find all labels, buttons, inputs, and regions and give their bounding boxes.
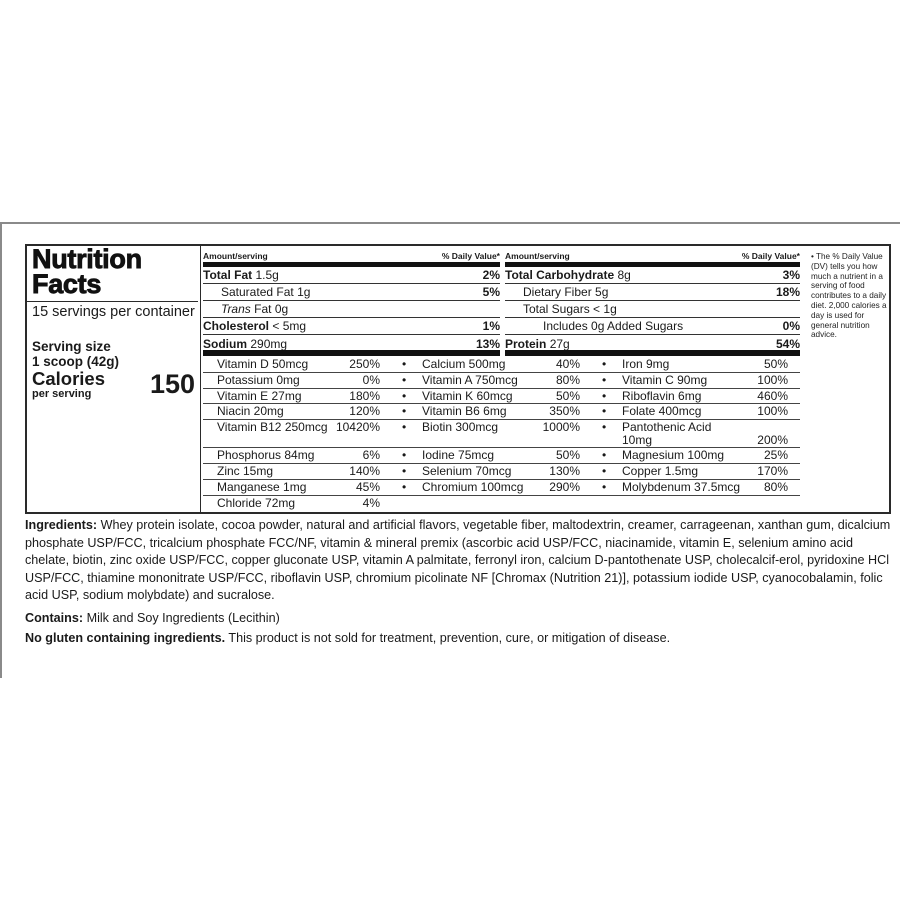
bullet-icon: •: [402, 404, 407, 419]
thick-rule-bottom-right: [505, 350, 800, 356]
micronutrient-row: [398, 480, 598, 496]
serving-size-label: Serving size: [32, 339, 111, 354]
bullet-icon: •: [602, 479, 607, 494]
micronutrient-dv: 50%: [555, 388, 580, 403]
micronutrient-name: Vitamin E 27mg: [217, 388, 302, 403]
micronutrient-name: Chromium 100mcg: [422, 479, 524, 494]
column-divider: [200, 246, 201, 512]
nutrient-dv: 54%: [775, 336, 800, 351]
ingredients-label: Ingredients:: [25, 518, 98, 532]
nutrient-dv: 0%: [782, 319, 800, 333]
macro-header: [203, 248, 500, 261]
nutrient-amount: Fat 0g: [254, 302, 289, 316]
title-divider: [25, 301, 198, 302]
daily-value-header: % Daily Value*: [441, 251, 500, 261]
micronutrient-dv: 130%: [549, 463, 580, 478]
micronutrient-name: Manganese 1mg: [217, 479, 307, 494]
nutrient-name: Total Fat: [203, 268, 253, 282]
serving-size-value: 1 scoop (42g): [32, 354, 120, 369]
micronutrient-dv: 25%: [763, 448, 788, 463]
micronutrient-row: [203, 373, 398, 389]
micronutrient-row: [398, 448, 598, 464]
micronutrient-row: [598, 464, 800, 480]
micronutrient-name: Vitamin B12 250mcg: [217, 420, 328, 435]
bullet-icon: •: [602, 463, 607, 478]
micronutrient-dv: 460%: [757, 388, 788, 403]
micronutrient-row: [398, 420, 598, 448]
gluten-label: No gluten containing ingredients.: [25, 631, 226, 645]
bullet-icon: •: [402, 372, 407, 387]
panel-right-border: [889, 244, 891, 514]
daily-value-footnote: • The % Daily Value (DV) tells you how much a nutrient in a serving of food contributes to a daily diet. 2,000 calories a day is used for general nutrition advice.: [811, 252, 887, 340]
bullet-icon: •: [602, 388, 607, 403]
nutrition-facts-title: [32, 244, 142, 299]
micronutrient-row: [398, 357, 598, 373]
contains-text: Milk and Soy Ingredients (Lecithin): [86, 611, 280, 625]
micronutrient-row: [203, 448, 398, 464]
outer-frame-top-border: [0, 222, 900, 224]
nutrient-name: Saturated Fat: [221, 285, 294, 299]
servings-per-container: 15 servings per container: [32, 304, 195, 320]
micronutrient-name: Vitamin B6 6mg: [422, 404, 507, 419]
micronutrient-name: Molybdenum 37.5mcg: [622, 479, 741, 494]
nutrient-amount: 5g: [595, 285, 609, 299]
micronutrient-row: [203, 389, 398, 405]
micronutrient-name: Selenium 70mcg: [422, 463, 512, 478]
nutrient-row-saturated-fat: [203, 284, 500, 301]
micronutrient-name: Vitamin D 50mcg: [217, 357, 309, 371]
micronutrient-dv: 120%: [349, 404, 380, 419]
nutrient-name: Dietary Fiber: [523, 285, 592, 299]
micronutrient-dv: 200%: [757, 433, 788, 448]
micronutrient-dv: 6%: [362, 448, 380, 463]
ingredients-text: Whey protein isolate, cocoa powder, natural and artificial flavors, vegetable fiber, maltodextrin, creamer, carrageenan, xanthan gum, dicalcium phosphate USP/FCC, tricalcium phosphate FCC/NF, vitamin & mineral premix (ascorbic acid USP/FCC, niacinamide, vitamin E, selenium amino acid chelate, biotin, zinc oxide USP/FCC, copper gluconate USP, vitamin A palmitate, ferronyl iron, calcium D-pantothenate USP, cholecalcif-erol, pyridoxine HCl USP/FCC, thiamine mononitrate USP/FCC, riboflavin USP, chromium picolinate NF [Chromax (Nutrition 21)], potassium iodide USP, cyanocobalamin, folic acid USP, sodium molybdate) and sucralose.: [25, 518, 891, 602]
micronutrient-row: [598, 448, 800, 464]
micronutrient-dv: 1000%: [542, 420, 580, 435]
micronutrient-name: Potassium 0mg: [217, 372, 300, 387]
micronutrient-dv: 50%: [763, 357, 788, 371]
micronutrient-name: Riboflavin 6mg: [622, 388, 702, 403]
micronutrient-name: Folate 400mcg: [622, 404, 702, 419]
nutrient-name: Cholesterol: [203, 319, 270, 333]
nutrient-amount: 27g: [549, 336, 570, 351]
micronutrient-dv: 290%: [549, 479, 580, 494]
nutrient-amount: 290mg: [250, 336, 288, 351]
micronutrient-name: Niacin 20mg: [217, 404, 284, 419]
nutrient-row-added-sugars: [505, 318, 800, 335]
nutrient-amount: 1g: [297, 285, 311, 299]
micronutrient-row: [203, 420, 398, 448]
micronutrient-row: [598, 480, 800, 496]
daily-value-header: % Daily Value*: [741, 251, 800, 261]
micronutrient-name: Vitamin C 90mg: [622, 372, 708, 387]
micronutrient-dv: 40%: [555, 357, 580, 371]
micronutrient-row: [203, 404, 398, 420]
serving-size: [32, 339, 119, 369]
nutrient-row-total-fat: [203, 267, 500, 284]
bullet-icon: •: [402, 448, 407, 463]
calories-label: Calories: [32, 368, 106, 389]
micronutrient-row: [398, 464, 598, 480]
outer-frame-left-border: [0, 222, 2, 678]
ingredients-section: [25, 517, 897, 605]
bullet-icon: •: [602, 372, 607, 387]
bullet-icon: •: [602, 404, 607, 419]
micronutrient-column-1: [203, 357, 398, 511]
nutrient-name: Protein: [505, 336, 547, 351]
nutrient-dv: 3%: [782, 268, 800, 282]
bullet-icon: •: [602, 420, 607, 435]
nutrient-dv: 5%: [482, 285, 500, 299]
micronutrient-name-continued: 10mg: [622, 433, 653, 448]
nutrient-name: Trans: [221, 302, 251, 316]
micronutrient-row: [598, 404, 800, 420]
nutrient-amount: < 5mg: [272, 319, 307, 333]
micronutrient-name: Copper 1.5mg: [622, 463, 699, 478]
micronutrient-dv: 10420%: [335, 420, 380, 435]
nutrient-dv: 13%: [475, 336, 500, 351]
nutrition-facts-header: [25, 244, 200, 514]
micronutrient-name: Calcium 500mg: [422, 357, 506, 371]
micronutrient-name: Magnesium 100mg: [622, 448, 725, 463]
micronutrient-name: Pantothenic Acid: [622, 420, 712, 435]
contains-label: Contains:: [25, 611, 84, 625]
calories-per-serving-label: per serving: [32, 388, 92, 400]
macro-table-right: [505, 248, 800, 352]
micronutrient-dv: 350%: [549, 404, 580, 419]
amount-serving-header: Amount/serving: [505, 251, 570, 261]
micronutrient-dv: 170%: [757, 463, 788, 478]
thick-rule-bottom-left: [203, 350, 500, 356]
disclaimer-text: This product is not sold for treatment, prevention, cure, or mitigation of disease.: [228, 631, 671, 645]
micronutrient-row: [203, 480, 398, 496]
micronutrient-dv: 80%: [555, 372, 580, 387]
micronutrient-row: [598, 373, 800, 389]
micronutrient-name: Chloride 72mg: [217, 495, 296, 510]
micronutrient-dv: 0%: [362, 372, 380, 387]
micronutrient-row: [398, 389, 598, 405]
allergen-statement: [25, 611, 280, 625]
nutrient-amount: 8g: [617, 268, 631, 282]
micronutrient-name: Zinc 15mg: [217, 463, 274, 478]
micronutrient-row: [203, 496, 398, 512]
micronutrient-name: Biotin 300mcg: [422, 420, 499, 435]
macro-table-left: [203, 248, 500, 352]
micronutrient-dv: 250%: [349, 357, 380, 371]
title-line-2: Facts: [32, 269, 102, 299]
bullet-icon: •: [602, 448, 607, 463]
bullet-icon: •: [602, 357, 607, 371]
micronutrient-name: Iodine 75mcg: [422, 448, 495, 463]
micronutrient-dv: 140%: [349, 463, 380, 478]
nutrient-dv: 1%: [482, 319, 500, 333]
micronutrient-row: [398, 404, 598, 420]
bullet-icon: •: [402, 388, 407, 403]
macro-header: [505, 248, 800, 261]
micronutrient-name: Phosphorus 84mg: [217, 448, 315, 463]
nutrient-name: Total Carbohydrate: [505, 268, 615, 282]
micronutrient-dv: 50%: [555, 448, 580, 463]
calories-value: 150: [149, 369, 195, 399]
micronutrient-column-2: [398, 357, 598, 496]
micronutrient-dv: 4%: [362, 495, 380, 510]
nutrient-dv: 2%: [482, 268, 500, 282]
micronutrient-name: Iron 9mg: [622, 357, 670, 371]
micronutrient-row: [598, 420, 800, 448]
nutrient-row-dietary-fiber: [505, 284, 800, 301]
micronutrient-dv: 100%: [757, 404, 788, 419]
title-line-1: Nutrition: [32, 244, 142, 274]
micronutrient-row: [203, 357, 398, 373]
nutrient-dv: 18%: [775, 285, 800, 299]
micronutrient-column-3: [598, 357, 800, 496]
micronutrient-row: [398, 373, 598, 389]
nutrient-name: Total Sugars: [523, 302, 590, 316]
nutrient-amount: < 1g: [593, 302, 617, 316]
gluten-disclaimer: [25, 631, 670, 645]
micronutrient-dv: 100%: [757, 372, 788, 387]
nutrient-name: Sodium: [203, 336, 247, 351]
bullet-icon: •: [402, 479, 407, 494]
bullet-icon: •: [402, 420, 407, 435]
nutrient-row-trans-fat: [203, 301, 500, 318]
nutrient-row-total-sugars: [505, 301, 800, 318]
nutrient-amount: 1.5g: [255, 268, 279, 282]
nutrient-name: Includes 0g Added Sugars: [543, 319, 684, 333]
micronutrient-dv: 80%: [763, 479, 788, 494]
bullet-icon: •: [402, 357, 407, 371]
bullet-icon: •: [402, 463, 407, 478]
nutrient-row-cholesterol: [203, 318, 500, 335]
micronutrient-name: Vitamin A 750mcg: [422, 372, 518, 387]
micronutrient-row: [203, 464, 398, 480]
micronutrient-row: [598, 357, 800, 373]
micronutrient-dv: 45%: [355, 479, 380, 494]
micronutrient-dv: 180%: [349, 388, 380, 403]
nutrient-row-total-carbohydrate: [505, 267, 800, 284]
amount-serving-header: Amount/serving: [203, 251, 268, 261]
micronutrient-row: [598, 389, 800, 405]
micronutrient-name: Vitamin K 60mcg: [422, 388, 513, 403]
